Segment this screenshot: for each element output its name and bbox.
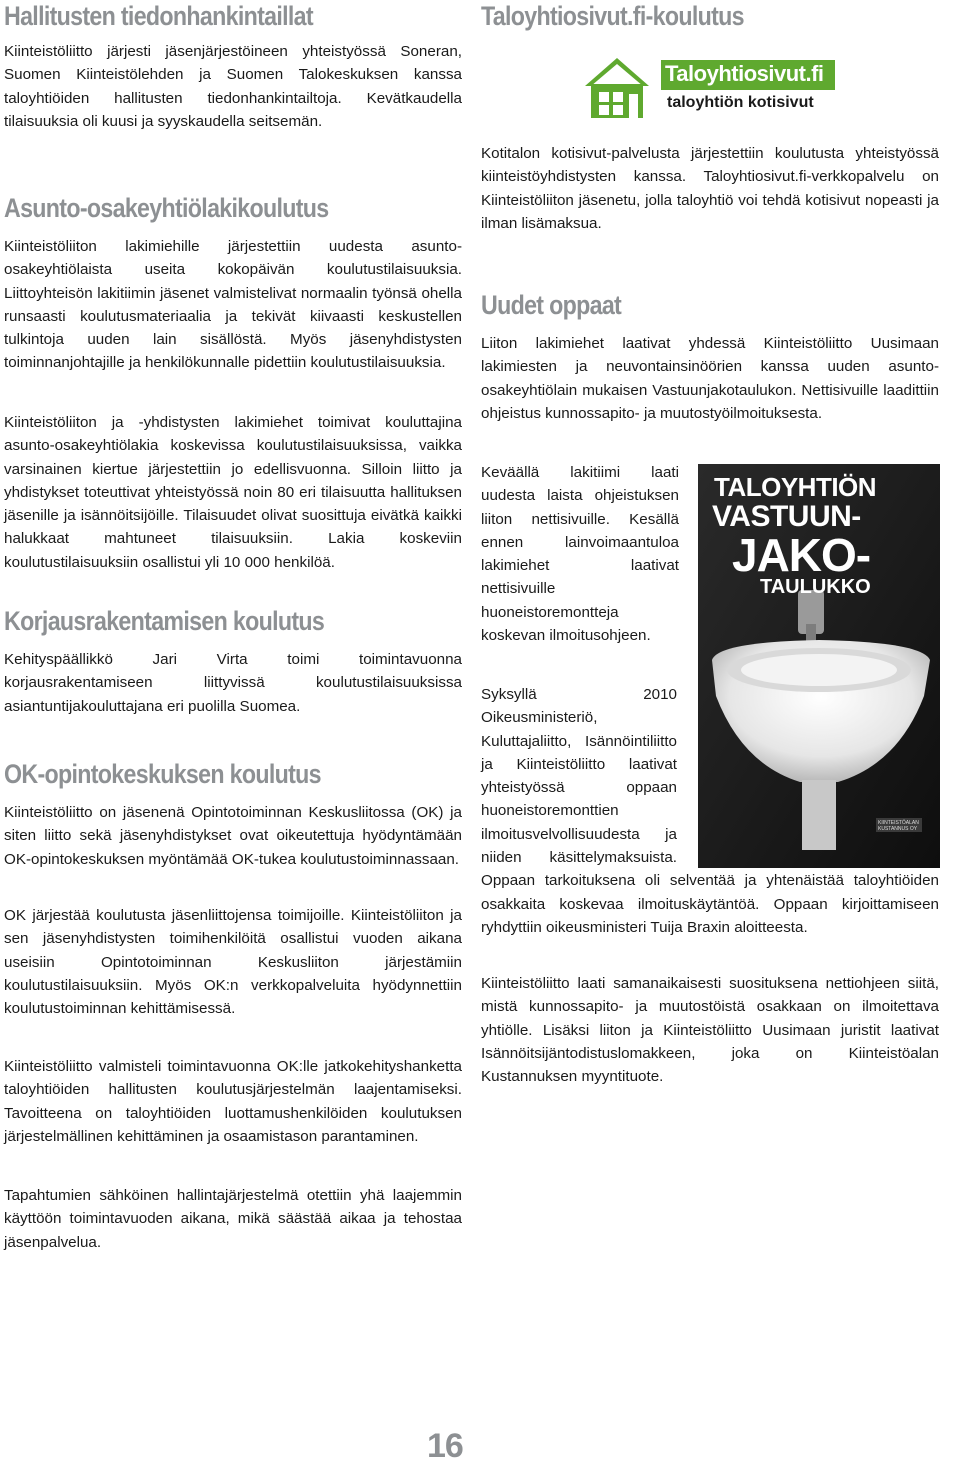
poster-line-2: VASTUUN- (712, 500, 861, 533)
poster-publisher: KIINTEISTÖALAN KUSTANNUS OY (878, 820, 919, 832)
paragraph-oppaat-1: Liiton lakimiehet laativat yhdessä Kiinteistöliitto Uusimaan lakimiesten ja neuvontainsinöörien kanssa uuden asunto-osakeyhtiölain mukaisen Vastuunjakotaulukon. Nettisivuille laadittiin ohjeistus kunnossapito- ja muutostyöilmoituksesta. (481, 335, 939, 422)
heading-korjausrakentamisen-koulutus: Korjausrakentamisen koulutus (4, 606, 325, 636)
poster-line-4: TAULUKKO (760, 576, 871, 598)
logo-subtext: taloyhtiön kotisivut (667, 94, 814, 111)
heading-tiedonhankintaillat: Hallitusten tiedonhankintaillat (4, 1, 313, 31)
heading-ok-opintokeskuksen-koulutus: OK-opintokeskuksen koulutus (4, 759, 321, 789)
page-number: 16 (427, 1427, 463, 1465)
taloyhtiosivut-logo (577, 54, 837, 120)
paragraph-oppaat-4: Kiinteistöliitto laati samanaikaisesti suosituksena nettiohjeen siitä, mistä kunnossapito- ja muutostöistä osakkaan on ilmoitettava yhtiölle. Lisäksi liiton ja Kiinteistöliitto Uusimaan juristit laativat Isännöitsijäntodistuslomakkeen, joka on Kiinteistöalan Kustannuksen myyntituote. (481, 975, 939, 1086)
paragraph-ok-1: Kiinteistöliitto on jäsenenä Opintotoiminnan Keskusliitossa (OK) ja siten liitto sekä jäsenyhdistykset ovat oikeutettuja hyödyntämään OK-opintokeskuksen myöntämää OK-tukea koulutustoiminnassaan. (4, 804, 462, 868)
poster-line-3: JAKO- (732, 529, 871, 581)
paragraph-asunto-2: Kiinteistöliiton ja -yhdistysten lakimiehet toimivat kouluttajina asunto-osakeyhtiölakia koskevissa koulutustilaisuuksissa, vaikka varsinainen kiertue järjestettiin jo edellisvuonna. Silloin liitto ja yhdistykset toteuttivat yhteistyössä noin 80 eri tilaisuutta hallituksen jäsenille ja isännöitsijöille. Tilaisuudet olivat suosittuja eivätkä kaikki halukkaat mahtuneet tilaisuuksiin. Lakia koskeviin koulutustilaisuuksiin osallistui yli 10 000 henkilöä. (4, 414, 462, 571)
paragraph-ok-4: Tapahtumien sähköinen hallintajärjestelmä otettiin yhä laajemmin käyttöön toimintavuoden aikana, mikä säästää aikaa ja tehostaa jäsenpalvelua. (4, 1187, 462, 1251)
paragraph-taloyhtiosivut: Kotitalon kotisivut-palvelusta järjestettiin koulutusta yhteistyössä kiinteistöyhdistysten kanssa. Taloyhtiosivut.fi-verkkopalvelu on Kiinteistöliiton jäsenetu, jolla taloyhtiö voi tehdä kotisivut nopeasti ja ilman lisämaksua. (481, 145, 939, 232)
vastuunjakotaulukko-poster-image (698, 464, 940, 868)
heading-taloyhtiosivut-koulutus: Taloyhtiosivut.fi-koulutus (481, 1, 744, 31)
poster-line-1: TALOYHTIÖN (714, 472, 877, 502)
paragraph-oppaat-2: Keväällä lakitiimi laati uudesta laista ohjeistuksen liiton nettisivuille. Kesällä ennen lainvoimaantuloa lakimiehet laativat nettisivuille huoneistoremontteja koskevan ilmoitusohjeen. (481, 464, 679, 645)
paragraph-oppaat-3: Syksyllä 2010 Oikeusministeriö, Kuluttajaliitto, Isännöintiliitto ja Kiinteistöliitto laativat yhteistyössä oppaan huoneistoremonttien ilmoitusvelvollisuudesta ja niiden käsittelymaksuista. Oppaan tarkoituksena oli selventää ja yhtenäistää taloyhtiöiden osakkaita koskevaa ilmoituskäytäntöä. Oppaan kirjoittamiseen ryhdyttiin oikeusministeri Tuija Braxin aloitteesta. (481, 686, 939, 936)
heading-asunto-osakeyhtiolakikoulutus: Asunto-osakeyhtiölakikoulutus (4, 193, 329, 223)
logo-text: Taloyhtiosivut.fi (665, 61, 824, 86)
paragraph-ok-3: Kiinteistöliitto valmisteli toimintavuonna OK:lle jatkokehityshanketta taloyhtiöiden hallitusten koulutusjärjestelmän laajentamiseksi. Tavoitteena on taloyhtiöiden luottamushenkilöiden koulutuksen järjestelmällinen kehittäminen ja osaamistason parantaminen. (4, 1058, 462, 1145)
paragraph-tiedonhankintaillat: Kiinteistöliitto järjesti jäsenjärjestöineen yhteistyössä Soneran, Suomen Kiinteistölehden ja Suomen Talokeskuksen kanssa taloyhtiöiden hallitusten tiedonhankintailtoja. Kevätkaudella tilaisuuksia oli kuusi ja syyskaudella seitsemän. (4, 43, 462, 130)
paragraph-ok-2: OK järjestää koulutusta jäsenliittojensa toimijoille. Kiinteistöliiton ja sen jäsenyhdistysten toimihenkilöitä osallistui vuoden aikana useisiin Opintotoiminnan Keskusliiton järjestämiin koulutustilaisuuksiin. Myös OK:n verkkopalveluita hyödynnettiin koulutustoiminnan kehittämisessä. (4, 907, 462, 1018)
heading-uudet-oppaat: Uudet oppaat (481, 290, 622, 320)
paragraph-korjausrakentamisen: Kehityspäällikkö Jari Virta toimi toimintavuonna korjausrakentamiseen liittyvissä koulutustilaisuuksissa asiantuntijakouluttajana eri puolilla Suomea. (4, 651, 462, 715)
paragraph-asunto-1: Kiinteistöliiton lakimiehille järjestettiin uudesta asunto-osakeyhtiölaista useita kokopäivän koulutustilaisuuksia. Liittoyhteisön lakitiimin jäsenet valmistelivat normaalin työnsä ohella runsaasti koulutusmateriaalia ja tekivät kiivaasti keskustellen tulkintoja uuden lain sisällöstä. Myös jäsenyhdistysten toiminnanjohtajille ja henkilökunnalle pidettiin koulutustilaisuuksia. (4, 238, 462, 372)
